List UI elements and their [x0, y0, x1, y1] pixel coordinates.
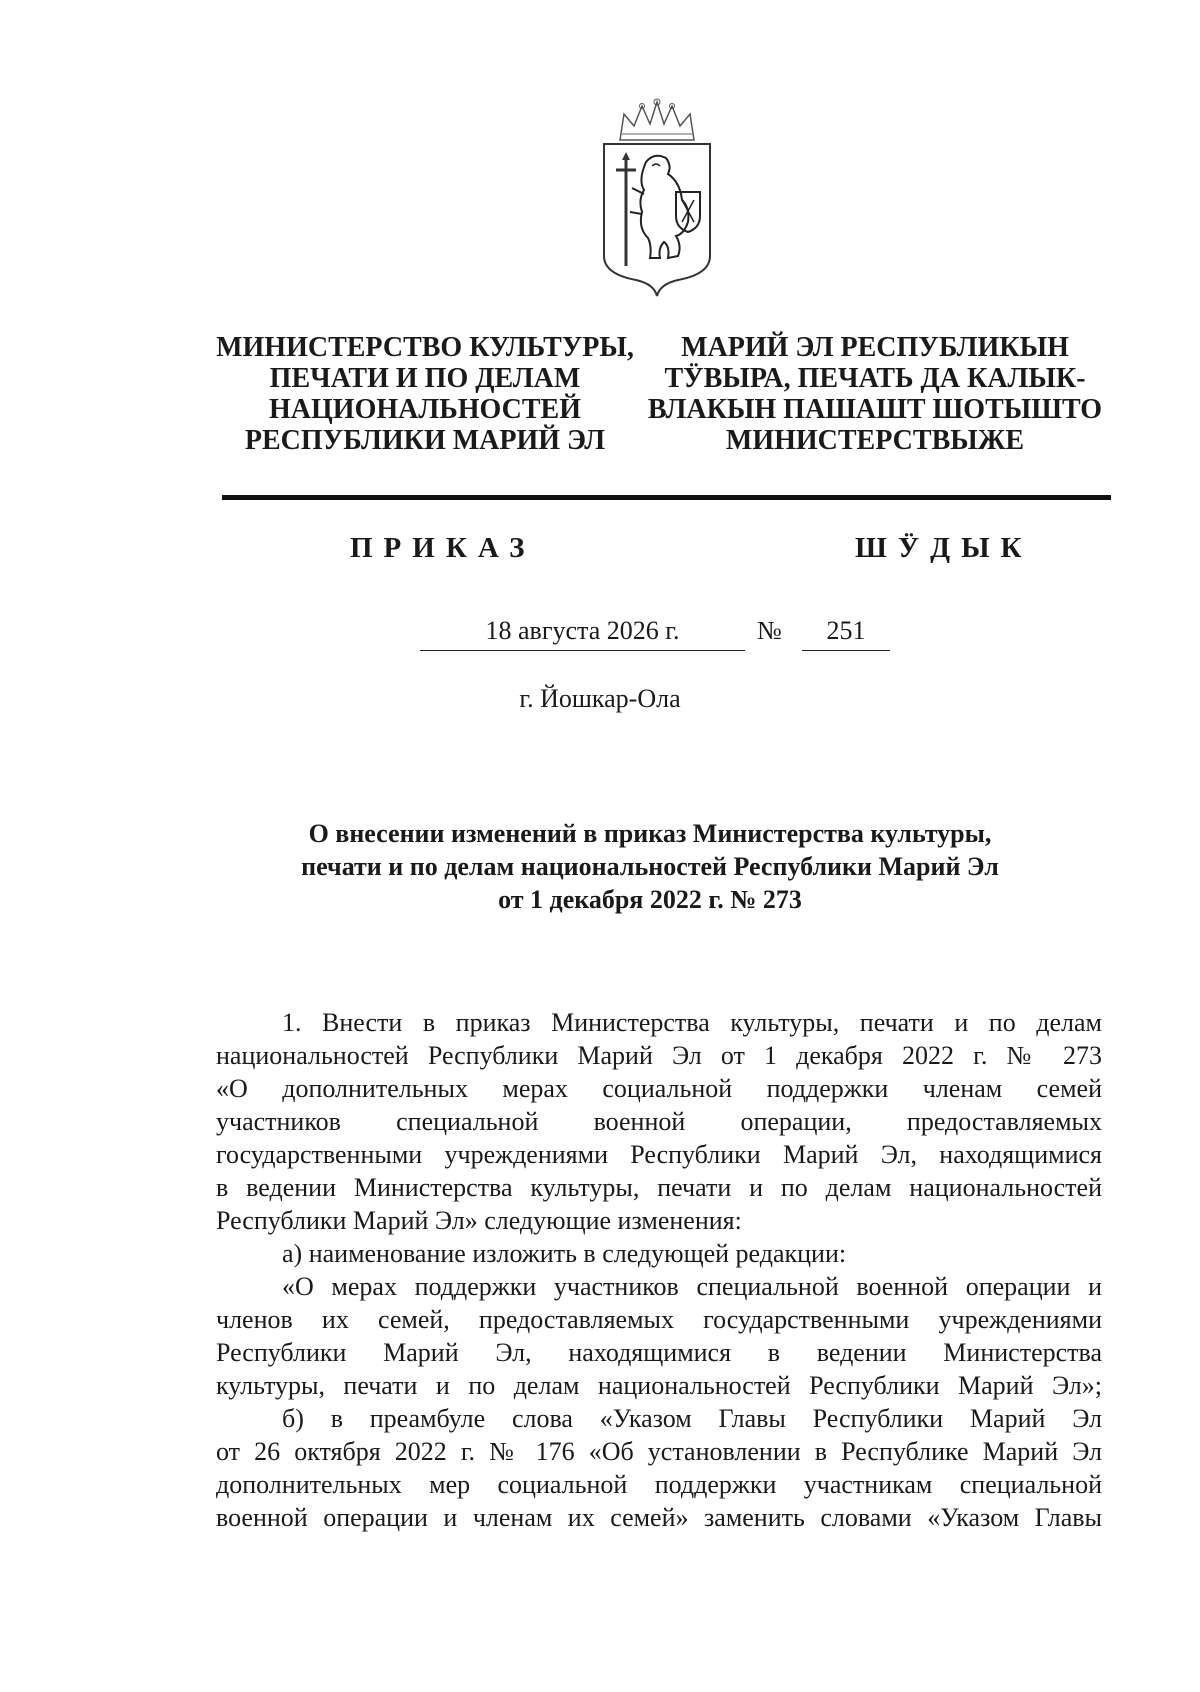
ministry-name-ru-line: РЕСПУБЛИКИ МАРИЙ ЭЛ: [244, 425, 606, 456]
date-number-line: [420, 612, 890, 652]
body-line: национальностей Республики Марий Эл от 1 декабря 2022 г. № 273: [216, 1041, 1102, 1070]
body-line: «О мерах поддержки участников специальной военной операции и: [282, 1272, 1102, 1301]
body-line: государственными учреждениями Республики Марий Эл, находящимися: [216, 1140, 1102, 1169]
ministry-name-ru-line: ПЕЧАТИ И ПО ДЕЛАМ: [269, 363, 581, 394]
title-line: печати и по делам национальностей Республики Марий Эл: [301, 852, 999, 881]
body-line: Республики Марий Эл, находящимися в ведении Министерства: [216, 1338, 1102, 1367]
marij-el-coat-of-arms-icon: [598, 96, 716, 306]
ministry-name-mari-line: МАРИЙ ЭЛ РЕСПУБЛИКЫН: [681, 332, 1069, 363]
ministry-name-mari-line: ТӰВЫРА, ПЕЧАТЬ ДА КАЛЫК-: [664, 363, 1086, 394]
document-body: [216, 1006, 1102, 1534]
number-underline: [802, 650, 890, 651]
ministry-name-russian: [200, 332, 650, 456]
city: г. Йошкар-Ола: [519, 684, 681, 713]
body-line: 1. Внести в приказ Министерства культуры, печати и по делам: [282, 1008, 1102, 1037]
document-number: 251: [826, 616, 866, 645]
doc-kind-russian: ПРИКАЗ: [350, 532, 536, 564]
body-line: в ведении Министерства культуры, печати и по делам национальностей: [216, 1173, 1102, 1202]
document-date: 18 августа 2026 г.: [485, 616, 680, 645]
header-divider: [222, 495, 1111, 500]
body-line: Республики Марий Эл» следующие изменения:: [216, 1206, 742, 1235]
body-line: членов их семей, предоставляемых государственными учреждениями: [216, 1305, 1102, 1334]
date-underline: [420, 650, 745, 651]
body-line: а) наименование изложить в следующей редакции:: [282, 1239, 847, 1268]
ministry-name-mari: [640, 332, 1110, 456]
body-line: дополнительных мер социальной поддержки участникам специальной: [216, 1470, 1102, 1499]
body-line: военной операции и членам их семей» заменить словами «Указом Главы: [216, 1503, 1102, 1532]
body-line: б) в преамбуле слова «Указом Главы Республики Марий Эл: [282, 1404, 1102, 1433]
number-sign: №: [757, 616, 782, 645]
ministry-name-ru-line: МИНИСТЕРСТВО КУЛЬТУРЫ,: [216, 332, 634, 363]
ministry-name-ru-line: НАЦИОНАЛЬНОСТЕЙ: [269, 394, 581, 425]
body-line: «О дополнительных мерах социальной поддержки членам семей: [216, 1074, 1102, 1103]
coat-of-arms-emblem: [598, 96, 716, 306]
body-line: участников специальной военной операции, предоставляемых: [216, 1107, 1102, 1136]
ministry-name-mari-line: ВЛАКЫН ПАШАШТ ШОТЫШТО: [647, 394, 1103, 425]
doc-kind-mari: ШӰДЫК: [855, 532, 1033, 564]
document-title: [240, 817, 1060, 916]
body-line: культуры, печати и по делам национальностей Республики Марий Эл»;: [216, 1371, 1102, 1400]
body-line: от 26 октября 2022 г. № 176 «Об установлении в Республике Марий Эл: [216, 1437, 1102, 1466]
ministry-name-mari-line: МИНИСТЕРСТВЫЖЕ: [725, 425, 1025, 456]
title-line: О внесении изменений в приказ Министерства культуры,: [308, 819, 992, 848]
title-line: от 1 декабря 2022 г. № 273: [498, 885, 802, 914]
